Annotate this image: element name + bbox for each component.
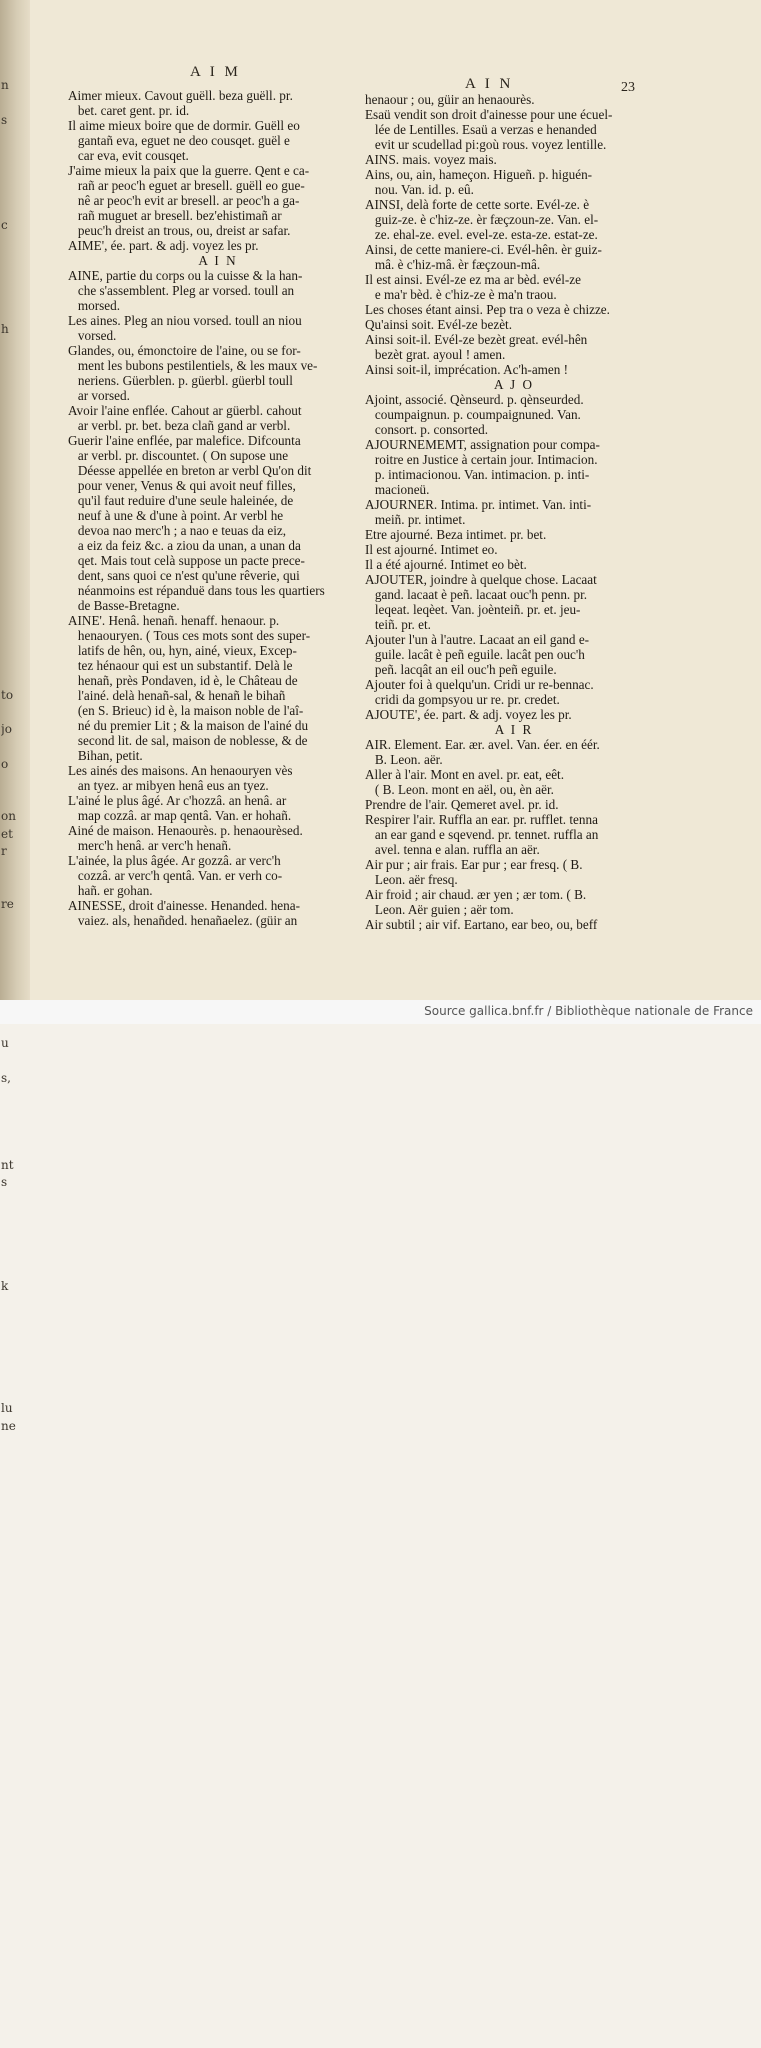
entry-line: mâ. è c'hiz-mâ. èr fæçzoun-mâ. (365, 257, 541, 272)
entry-line: néanmoins est répanduë dans tous les quartiers (68, 583, 325, 598)
entry-line: vaiez. als, henañded. henañaelez. (güir an (68, 913, 298, 928)
entry-line: merc'h henâ. ar verc'h henañ. (68, 838, 232, 853)
page-number: 23 (621, 80, 635, 95)
entry-line: Etre ajourné. Beza intimet. pr. bet. (365, 527, 547, 542)
entry-line: nê ar peoc'h evit ar bresell. ar peoc'h a ga- (68, 193, 300, 208)
entry-line: evit ur scudellad pi:goù rous. voyez lentille. (365, 137, 607, 152)
entry-line: Air pur ; air frais. Ear pur ; ear fresq. ( B. (365, 857, 583, 872)
entry-line: che s'assemblent. Pleg ar vorsed. toull an (68, 283, 295, 298)
entry-line: gantañ eva, eguet ne deo cousqet. guël e (68, 133, 290, 148)
entry-line: ar verbl. pr. discountet. ( On supose une (68, 448, 289, 463)
entry-line: peuc'h dreist an trous, ou, dreist ar safar. (68, 223, 291, 238)
entry-line: AJOURNER. Intima. pr. intimet. Van. inti- (365, 497, 592, 512)
entry-line: Glandes, ou, émonctoire de l'aine, ou se for- (68, 343, 301, 358)
entry-line: latifs de hên, ou, hyn, ainé, vieux, Excep- (68, 643, 297, 658)
entry-line: guiz-ze. è c'hiz-ze. èr fæçzoun-ze. Van. el- (365, 212, 599, 227)
entry-line: L'ainée, la plus âgée. Ar gozzâ. ar verc'h (68, 853, 281, 868)
entry-line: Ainsi soit-il. Evél-ze bezèt great. evél-hên (365, 332, 588, 347)
entry-line: car eva, evit cousqet. (68, 148, 189, 163)
entry-line: bet. caret gent. pr. id. (68, 103, 190, 118)
entry-line: J'aime mieux la paix que la guerre. Qent e ca- (68, 163, 310, 178)
entry-line: L'ainé le plus âgé. Ar c'hozzâ. an henâ. ar (68, 793, 287, 808)
entry-line: second lit. de sal, maison de noblesse, & de (68, 733, 308, 748)
entry-line: Déesse appellée en breton ar verbl Qu'on dit (68, 463, 312, 478)
entry-line: Esaü vendit son droit d'ainesse pour une écuel- (365, 107, 613, 122)
entry-line: Ainsi, de cette maniere-ci. Evél-hên. èr guiz- (365, 242, 602, 257)
entry-line: Leon. aër fresq. (365, 872, 458, 887)
entry-line: AIR. Element. Ear. ær. avel. Van. éer. en éér. (365, 737, 600, 752)
left-column (68, 88, 368, 928)
entry-line: né du premier Lit ; & la maison de l'ainé du (68, 718, 309, 733)
section-heading: A I R (494, 722, 534, 737)
entry-line: AJOUTER, joindre à quelque chose. Lacaat (365, 572, 597, 587)
entry-line: qu'il faut reduire d'une seule haleinée, de (68, 493, 294, 508)
entry-line: dent, sans quoi ce n'est qu'une rêverie, qui (68, 568, 300, 583)
entry-line: gand. lacaat è peñ. lacaat ouc'h penn. pr. (365, 587, 588, 602)
entry-line: Qu'ainsi soit. Evél-ze bezèt. (365, 317, 513, 332)
entry-line: (en S. Brieuc) id è, la maison noble de l'aî- (68, 703, 304, 718)
entry-line: Il est ainsi. Evél-ze ez ma ar bèd. evél-ze (365, 272, 582, 287)
entry-line: vorsed. (68, 328, 117, 343)
section-heading: A I N (198, 253, 238, 268)
entry-line: henaouryen. ( Tous ces mots sont des super- (68, 628, 311, 643)
entry-line: coumpaignun. p. coumpaignuned. Van. (365, 407, 581, 422)
entry-line: AIME', ée. part. & adj. voyez les pr. (68, 238, 259, 253)
entry-line: pour vener, Venus & qui avoit neuf filles, (68, 478, 296, 493)
right-column (365, 92, 663, 932)
entry-line: Bihan, petit. (68, 748, 143, 763)
entry-line: Respirer l'air. Ruffla an ear. pr. rufflet. tenna (365, 812, 598, 827)
entry-line: AINESSE, droit d'ainesse. Henanded. hena- (68, 898, 300, 913)
footer-bar (0, 1000, 761, 1024)
entry-line: roitre en Justice à certain jour. Intimacion. (365, 452, 598, 467)
running-header-right: A I N (465, 76, 514, 92)
facing-page-fragments: n s c h to jo o on et r re u s, nt s k lu ne (1, 78, 16, 1433)
source-credit: Source gallica.bnf.fr / Bibliothèque nationale de France (424, 1004, 753, 1018)
entry-line: henañ, près Pondaven, id è, le Château de (68, 673, 298, 688)
entry-line: tez hénaour qui est un substantif. Delà le (68, 658, 293, 673)
entry-line: Aller à l'air. Mont en avel. pr. eat, eêt. (365, 767, 565, 782)
entry-line: Ajoint, associé. Qènseurd. p. qènseurded. (365, 392, 584, 407)
entry-line: Ajouter foi à quelqu'un. Cridi ur re-bennac. (365, 677, 594, 692)
entry-line: hañ. er gohan. (68, 883, 153, 898)
entry-line: Avoir l'aine enflée. Cahout ar güerbl. cahout (68, 403, 302, 418)
entry-line: qet. Mais tout celà suppose un pacte prece- (68, 553, 305, 568)
entry-line: ar verbl. pr. bet. beza clañ gand ar verbl. (68, 418, 291, 433)
entry-line: Ainé de maison. Henaourès. p. henaourèsed. (68, 823, 303, 838)
entry-line: B. Leon. aër. (365, 752, 443, 767)
entry-line: Air froid ; air chaud. ær yen ; ær tom. ( B. (365, 887, 587, 902)
entry-line: lée de Lentilles. Esaü a verzas e henanded (365, 122, 597, 137)
section-heading: A J O (493, 377, 535, 392)
entry-line: l'ainé. delà henañ-sal, & henañ le bihañ (68, 688, 286, 703)
entry-line: meiñ. pr. intimet. (365, 512, 466, 527)
entry-line: henaour ; ou, güir an henaourès. (365, 92, 535, 107)
entry-line: devoa nao merc'h ; a nao e teuas da eiz, (68, 523, 287, 538)
entry-line: Ainsi soit-il, imprécation. Ac'h-amen ! (365, 362, 569, 377)
facing-page-edge (0, 0, 30, 1433)
entry-line: AJOUTE', ée. part. & adj. voyez les pr. (365, 707, 572, 722)
entry-line: Aimer mieux. Cavout guëll. beza guëll. pr. (68, 88, 293, 103)
entry-line: neuf à une & d'une à point. Ar verbl he (68, 508, 284, 523)
entry-line: avel. tenna e alan. ruffla an aër. (365, 842, 540, 857)
entry-line: rañ muguet ar bresell. bez'ehistimañ ar (68, 208, 282, 223)
entry-line: Les aines. Pleg an niou vorsed. toull an niou (68, 313, 302, 328)
entry-line: Il a été ajourné. Intimet eo bèt. (365, 557, 527, 572)
entry-line: AINS. mais. voyez mais. (365, 152, 497, 167)
entry-line: map cozzâ. ar map qentâ. Van. er hohañ. (68, 808, 292, 823)
entry-line: ar vorsed. (68, 388, 130, 403)
entry-line: Air subtil ; air vif. Eartano, ear beo, ou, beff (365, 917, 598, 932)
entry-line: Les ainés des maisons. An henaouryen vès (68, 763, 293, 778)
entry-line: AINE'. Henâ. henañ. henaff. henaour. p. (68, 613, 280, 628)
entry-line: Il est ajourné. Intimet eo. (365, 542, 498, 557)
entry-line: AJOURNEMEMT, assignation pour compa- (365, 437, 600, 452)
entry-line: a eiz da feiz &c. a ziou da unan, a unan da (68, 538, 301, 553)
entry-line: an ear gand e sqevend. pr. tennet. ruffla an (365, 827, 599, 842)
entry-line: p. intimacionou. Van. intimacion. p. inti- (365, 467, 590, 482)
entry-line: e ma'r bèd. è c'hiz-ze è ma'n traou. (365, 287, 557, 302)
entry-line: peñ. lacqât an eil ouc'h peñ eguile. (365, 662, 557, 677)
entry-line: ment les bubons pestilentiels, & les maux ve- (68, 358, 318, 373)
entry-line: ze. ehal-ze. evel. evel-ze. esta-ze. estat-ze. (365, 227, 598, 242)
entry-line: macioneü. (365, 482, 430, 497)
entry-line: Les choses étant ainsi. Pep tra o veza è chizze. (365, 302, 610, 317)
entry-line: bezèt grat. ayoul ! amen. (365, 347, 506, 362)
entry-line: de Basse-Bretagne. (68, 598, 180, 613)
entry-line: cridi da gompsyou ur re. pr. credet. (365, 692, 560, 707)
entry-line: neriens. Güerblen. p. güerbl. güerbl toull (68, 373, 293, 388)
entry-line: AINSI, delà forte de cette sorte. Evél-ze. è (365, 197, 590, 212)
entry-line: Ains, ou, ain, hameçon. Higueñ. p. higuén- (365, 167, 593, 182)
entry-line: AINE, partie du corps ou la cuisse & la han- (68, 268, 303, 283)
entry-line: consort. p. consorted. (365, 422, 489, 437)
entry-line: Guerir l'aine enflée, par malefice. Difcounta (68, 433, 301, 448)
entry-line: ( B. Leon. mont en aël, ou, èn aër. (365, 782, 554, 797)
entry-line: Il aime mieux boire que de dormir. Guëll eo (68, 118, 300, 133)
entry-line: nou. Van. id. p. eû. (365, 182, 474, 197)
entry-line: cozzâ. ar verc'h qentâ. Van. er verh co- (68, 868, 283, 883)
entry-line: rañ ar peoc'h eguet ar bresell. guëll eo gue- (68, 178, 305, 193)
entry-line: teiñ. pr. et. (365, 617, 431, 632)
entry-line: Prendre de l'air. Qemeret avel. pr. id. (365, 797, 559, 812)
entry-line: Leon. Aër guien ; aër tom. (365, 902, 514, 917)
entry-line: an tyez. ar mibyen henâ eus an tyez. (68, 778, 269, 793)
entry-line: leqeat. leqèet. Van. joènteiñ. pr. et. jeu- (365, 602, 581, 617)
entry-line: Ajouter l'un à l'autre. Lacaat an eil gand e- (365, 632, 590, 647)
entry-line: morsed. (68, 298, 121, 313)
entry-line: guile. lacât è peñ eguile. lacât pen ouc'h (365, 647, 585, 662)
running-header-left: A I M (190, 64, 241, 80)
